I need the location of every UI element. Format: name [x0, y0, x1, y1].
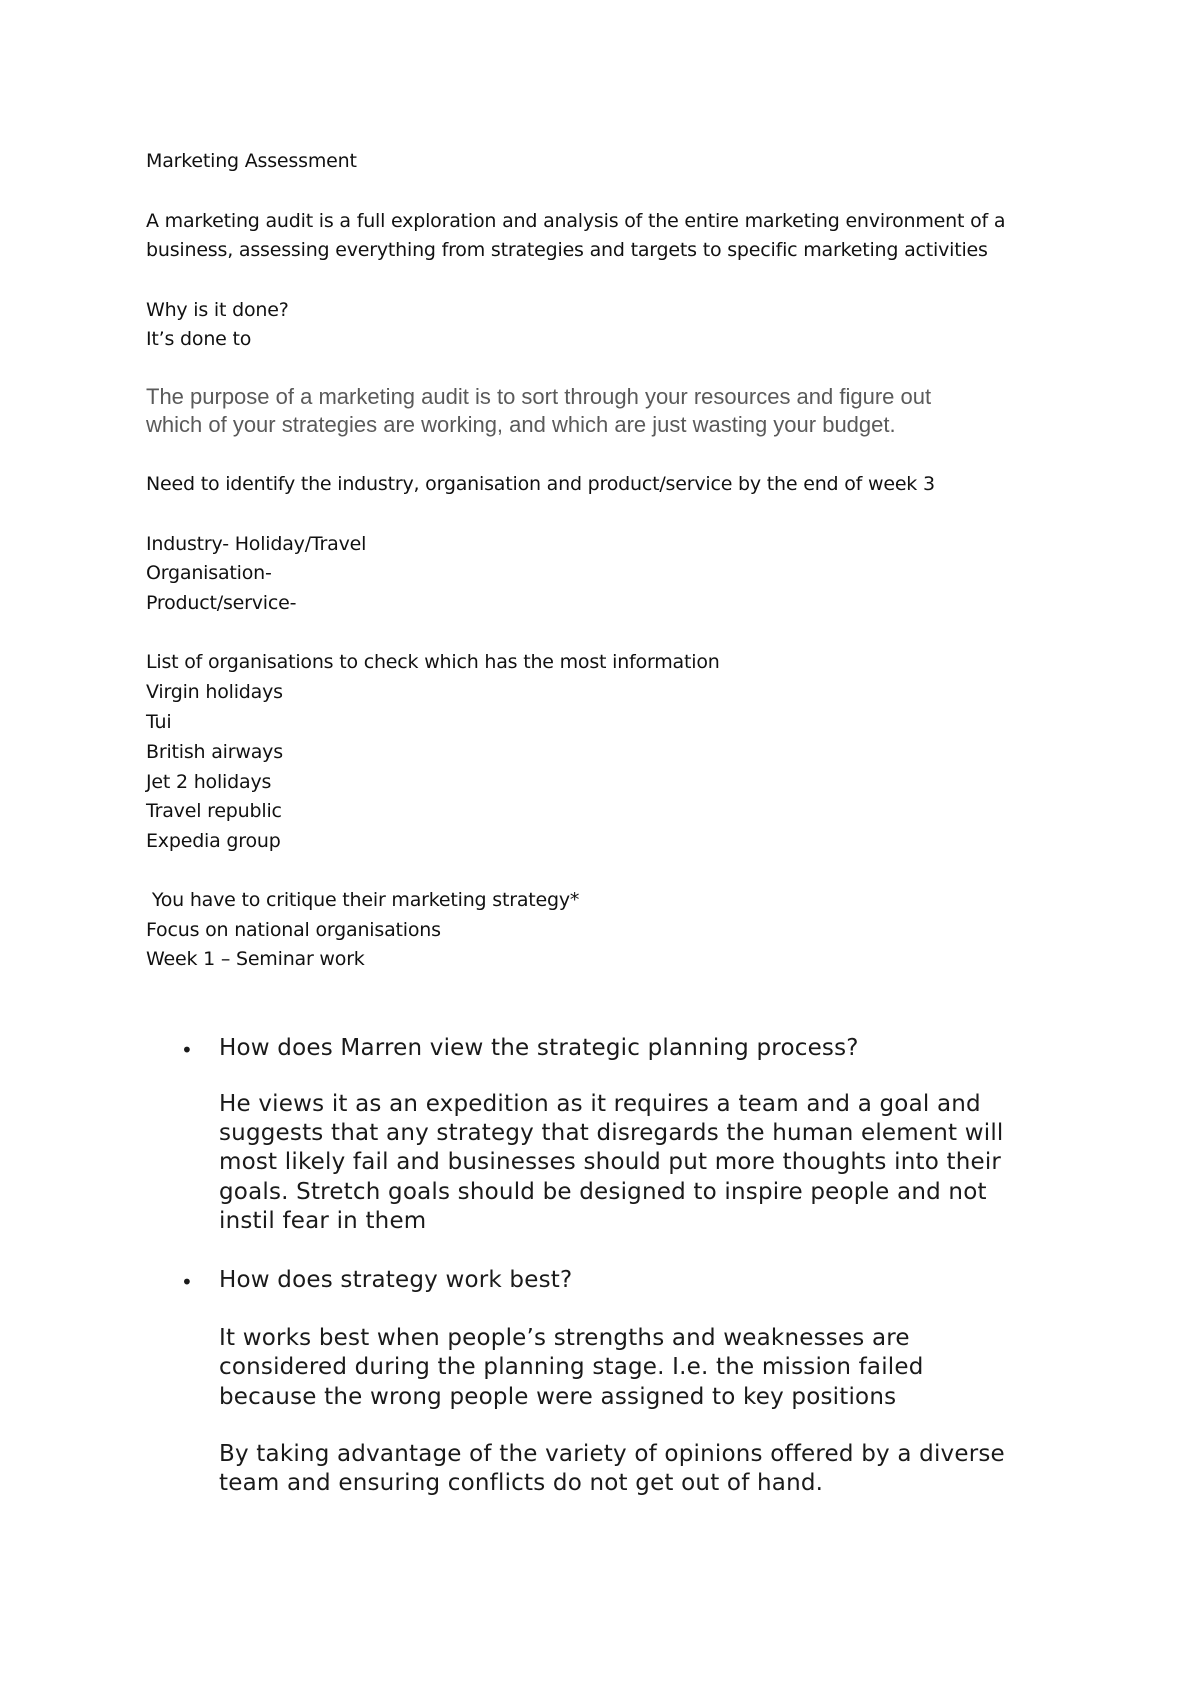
- answer-1-line: He views it as an expedition as it requires a team and a goal and: [219, 1091, 981, 1117]
- purpose-line-2: which of your strategies are working, and which are just wasting your budget.: [146, 412, 896, 437]
- org-item: Tui: [146, 711, 172, 733]
- organisation-text: Organisation-: [146, 562, 272, 584]
- question-2: How does strategy work best?: [219, 1267, 573, 1293]
- purpose-line-1: The purpose of a marketing audit is to sort through your resources and figure out: [146, 384, 932, 409]
- answer-1-line: most likely fail and businesses should put more thoughts into their: [219, 1149, 1002, 1175]
- question-1: How does Marren view the strategic planning process?: [219, 1035, 859, 1061]
- answer-2-line: considered during the planning stage. I.e. the mission failed: [219, 1354, 924, 1380]
- why-question: Why is it done?: [146, 299, 289, 321]
- org-item: Travel republic: [146, 800, 282, 822]
- bullet-icon: •: [181, 1270, 193, 1294]
- org-item: Virgin holidays: [146, 681, 283, 703]
- critique-text: You have to critique their marketing strategy*: [146, 889, 580, 911]
- why-answer: It’s done to: [146, 328, 252, 350]
- bullet-icon: •: [181, 1038, 193, 1062]
- need-identify-text: Need to identify the industry, organisation and product/service by the end of week 3: [146, 473, 935, 495]
- answer-1-line: instil fear in them: [219, 1208, 427, 1234]
- org-item: Jet 2 holidays: [146, 771, 272, 793]
- answer-2-line: because the wrong people were assigned to key positions: [219, 1384, 897, 1410]
- org-item: Expedia group: [146, 830, 281, 852]
- definition-line-2: business, assessing everything from strategies and targets to specific marketing activities: [146, 239, 988, 261]
- org-list-heading: List of organisations to check which has the most information: [146, 651, 720, 673]
- answer-1-line: goals. Stretch goals should be designed to inspire people and not: [219, 1179, 987, 1205]
- answer-3-line: team and ensuring conflicts do not get out of hand.: [219, 1470, 824, 1496]
- industry-text: Industry- Holiday/Travel: [146, 533, 367, 555]
- answer-1-line: suggests that any strategy that disregards the human element will: [219, 1120, 1004, 1146]
- answer-3-line: By taking advantage of the variety of opinions offered by a diverse: [219, 1441, 1005, 1467]
- answer-2-line: It works best when people’s strengths and weaknesses are: [219, 1325, 910, 1351]
- document-title: Marketing Assessment: [146, 150, 357, 172]
- week-text: Week 1 – Seminar work: [146, 948, 365, 970]
- focus-text: Focus on national organisations: [146, 919, 441, 941]
- definition-line-1: A marketing audit is a full exploration and analysis of the entire marketing environment of a: [146, 210, 1006, 232]
- org-item: British airways: [146, 741, 283, 763]
- product-service-text: Product/service-: [146, 592, 297, 614]
